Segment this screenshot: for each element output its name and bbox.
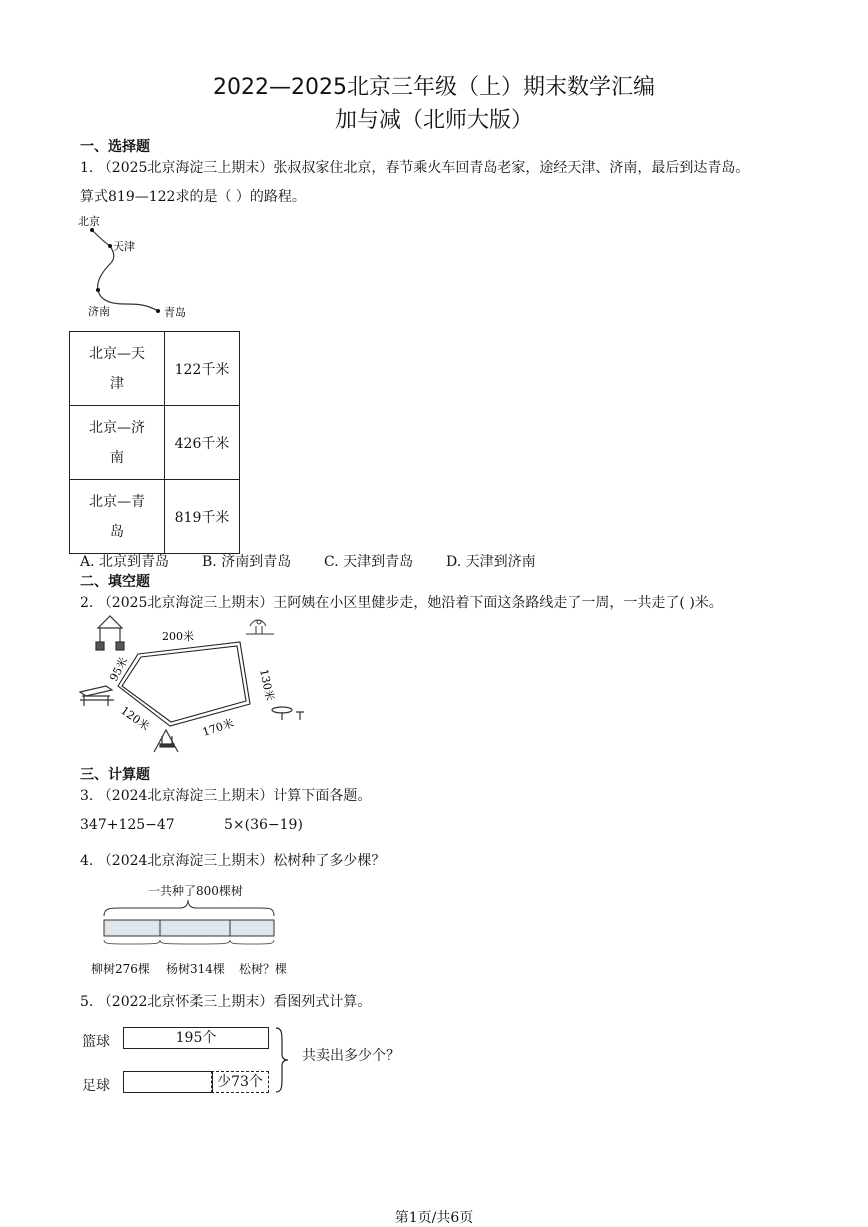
combine-brace (272, 1026, 292, 1094)
railway-map (76, 212, 206, 324)
distance-table (69, 331, 240, 554)
side-label-bottom-left: 120米 (118, 703, 152, 734)
route-cell (70, 332, 165, 406)
section-heading-fill: 二、填空题 (80, 574, 150, 590)
map-label-jinan: 济南 (88, 305, 110, 318)
table-row (70, 480, 240, 554)
football-bar (123, 1071, 213, 1093)
table-row (70, 406, 240, 480)
route-text-b: 岛 (110, 523, 124, 540)
basketball-value: 195个 (175, 1030, 217, 1046)
willow-segment (104, 920, 160, 936)
option-d[interactable]: D. 天津到济南 (446, 554, 536, 570)
poplar-brace (160, 940, 230, 944)
distance-cell: 426千米 (165, 406, 240, 480)
football-label: 足球 (82, 1078, 110, 1094)
section-heading-choice: 一、选择题 (80, 139, 150, 155)
pine-brace (230, 940, 274, 944)
q5-stem: 5. （2022北京怀柔三上期末）看图列式计算。 (80, 994, 372, 1010)
football-shortfall-bar (211, 1071, 269, 1093)
map-label-beijing: 北京 (78, 215, 100, 228)
q4-total-label: 一共种了800棵树 (148, 884, 243, 898)
q1-stem-line1: 1. （2025北京海淀三上期末）张叔叔家住北京，春节乘火车回青岛老家，途经天津、济南，最后到达青岛。 (80, 160, 750, 176)
route-text-b: 津 (110, 375, 124, 392)
route-text-a: 北京—青 (89, 493, 145, 510)
side-label-top: 200米 (162, 630, 194, 643)
tree-bar-diagram (100, 898, 280, 948)
bench-icon (80, 686, 114, 706)
route-text-b: 南 (110, 449, 124, 466)
pine-label: 松树？棵 (239, 962, 288, 976)
q1-stem-line2: 算式819—122求的是（ ）的路程。 (80, 189, 306, 205)
willow-label: 柳树276棵 (91, 962, 150, 976)
q2-stem: 2. （2025北京海淀三上期末）王阿姨在小区里健步走，她沿着下面这条路线走了一周，一共走了( )米。 (80, 595, 723, 611)
poplar-segment (160, 920, 230, 936)
distance-cell: 819千米 (165, 480, 240, 554)
route-cell (70, 406, 165, 480)
route-text-a: 北京—济 (89, 419, 145, 436)
q3-expression-1: 347+125−47 (80, 817, 175, 833)
map-label-tianjin: 天津 (113, 240, 135, 253)
jinan-dot (96, 288, 100, 292)
pine-segment (230, 920, 274, 936)
side-label-bottom-right: 170米 (200, 716, 236, 739)
qingdao-dot (156, 309, 160, 313)
walking-route-figure (76, 612, 316, 762)
tianjin-dot (108, 244, 112, 248)
q3-expression-2: 5×(36−19) (224, 817, 303, 833)
q3-stem: 3. （2024北京海淀三上期末）计算下面各题。 (80, 788, 372, 804)
poplar-label: 杨树314棵 (166, 962, 225, 976)
document-title: 2022—2025北京三年级（上）期末数学汇编 (213, 75, 655, 100)
option-a[interactable]: A. 北京到青岛 (80, 554, 170, 570)
side-label-left: 95米 (107, 655, 131, 684)
section-heading-calc: 三、计算题 (80, 767, 150, 783)
option-c[interactable]: C. 天津到青岛 (324, 554, 414, 570)
football-shortfall-value: 少73个 (217, 1074, 263, 1090)
fountain-icon (246, 620, 274, 634)
total-brace (104, 900, 274, 916)
table-icon (272, 707, 304, 720)
q4-stem: 4. （2024北京海淀三上期末）松树种了多少棵？ (80, 853, 386, 869)
option-b[interactable]: B. 济南到青岛 (202, 554, 292, 570)
willow-brace (104, 940, 160, 944)
basketball-bar (123, 1027, 269, 1049)
swing-icon (154, 730, 178, 752)
q5-question: 共卖出多少个？ (302, 1048, 400, 1064)
side-label-right: 130米 (257, 667, 277, 702)
route-cell (70, 480, 165, 554)
route-text-a: 北京—天 (89, 345, 145, 362)
map-label-qingdao: 青岛 (164, 306, 186, 319)
table-row (70, 332, 240, 406)
beijing-dot (90, 228, 94, 232)
page-footer: 第1页/共6页 (394, 1210, 474, 1226)
distance-cell: 122千米 (165, 332, 240, 406)
document-subtitle: 加与减（北师大版） (334, 108, 533, 133)
pavilion-icon (96, 616, 124, 650)
basketball-label: 篮球 (82, 1034, 110, 1050)
